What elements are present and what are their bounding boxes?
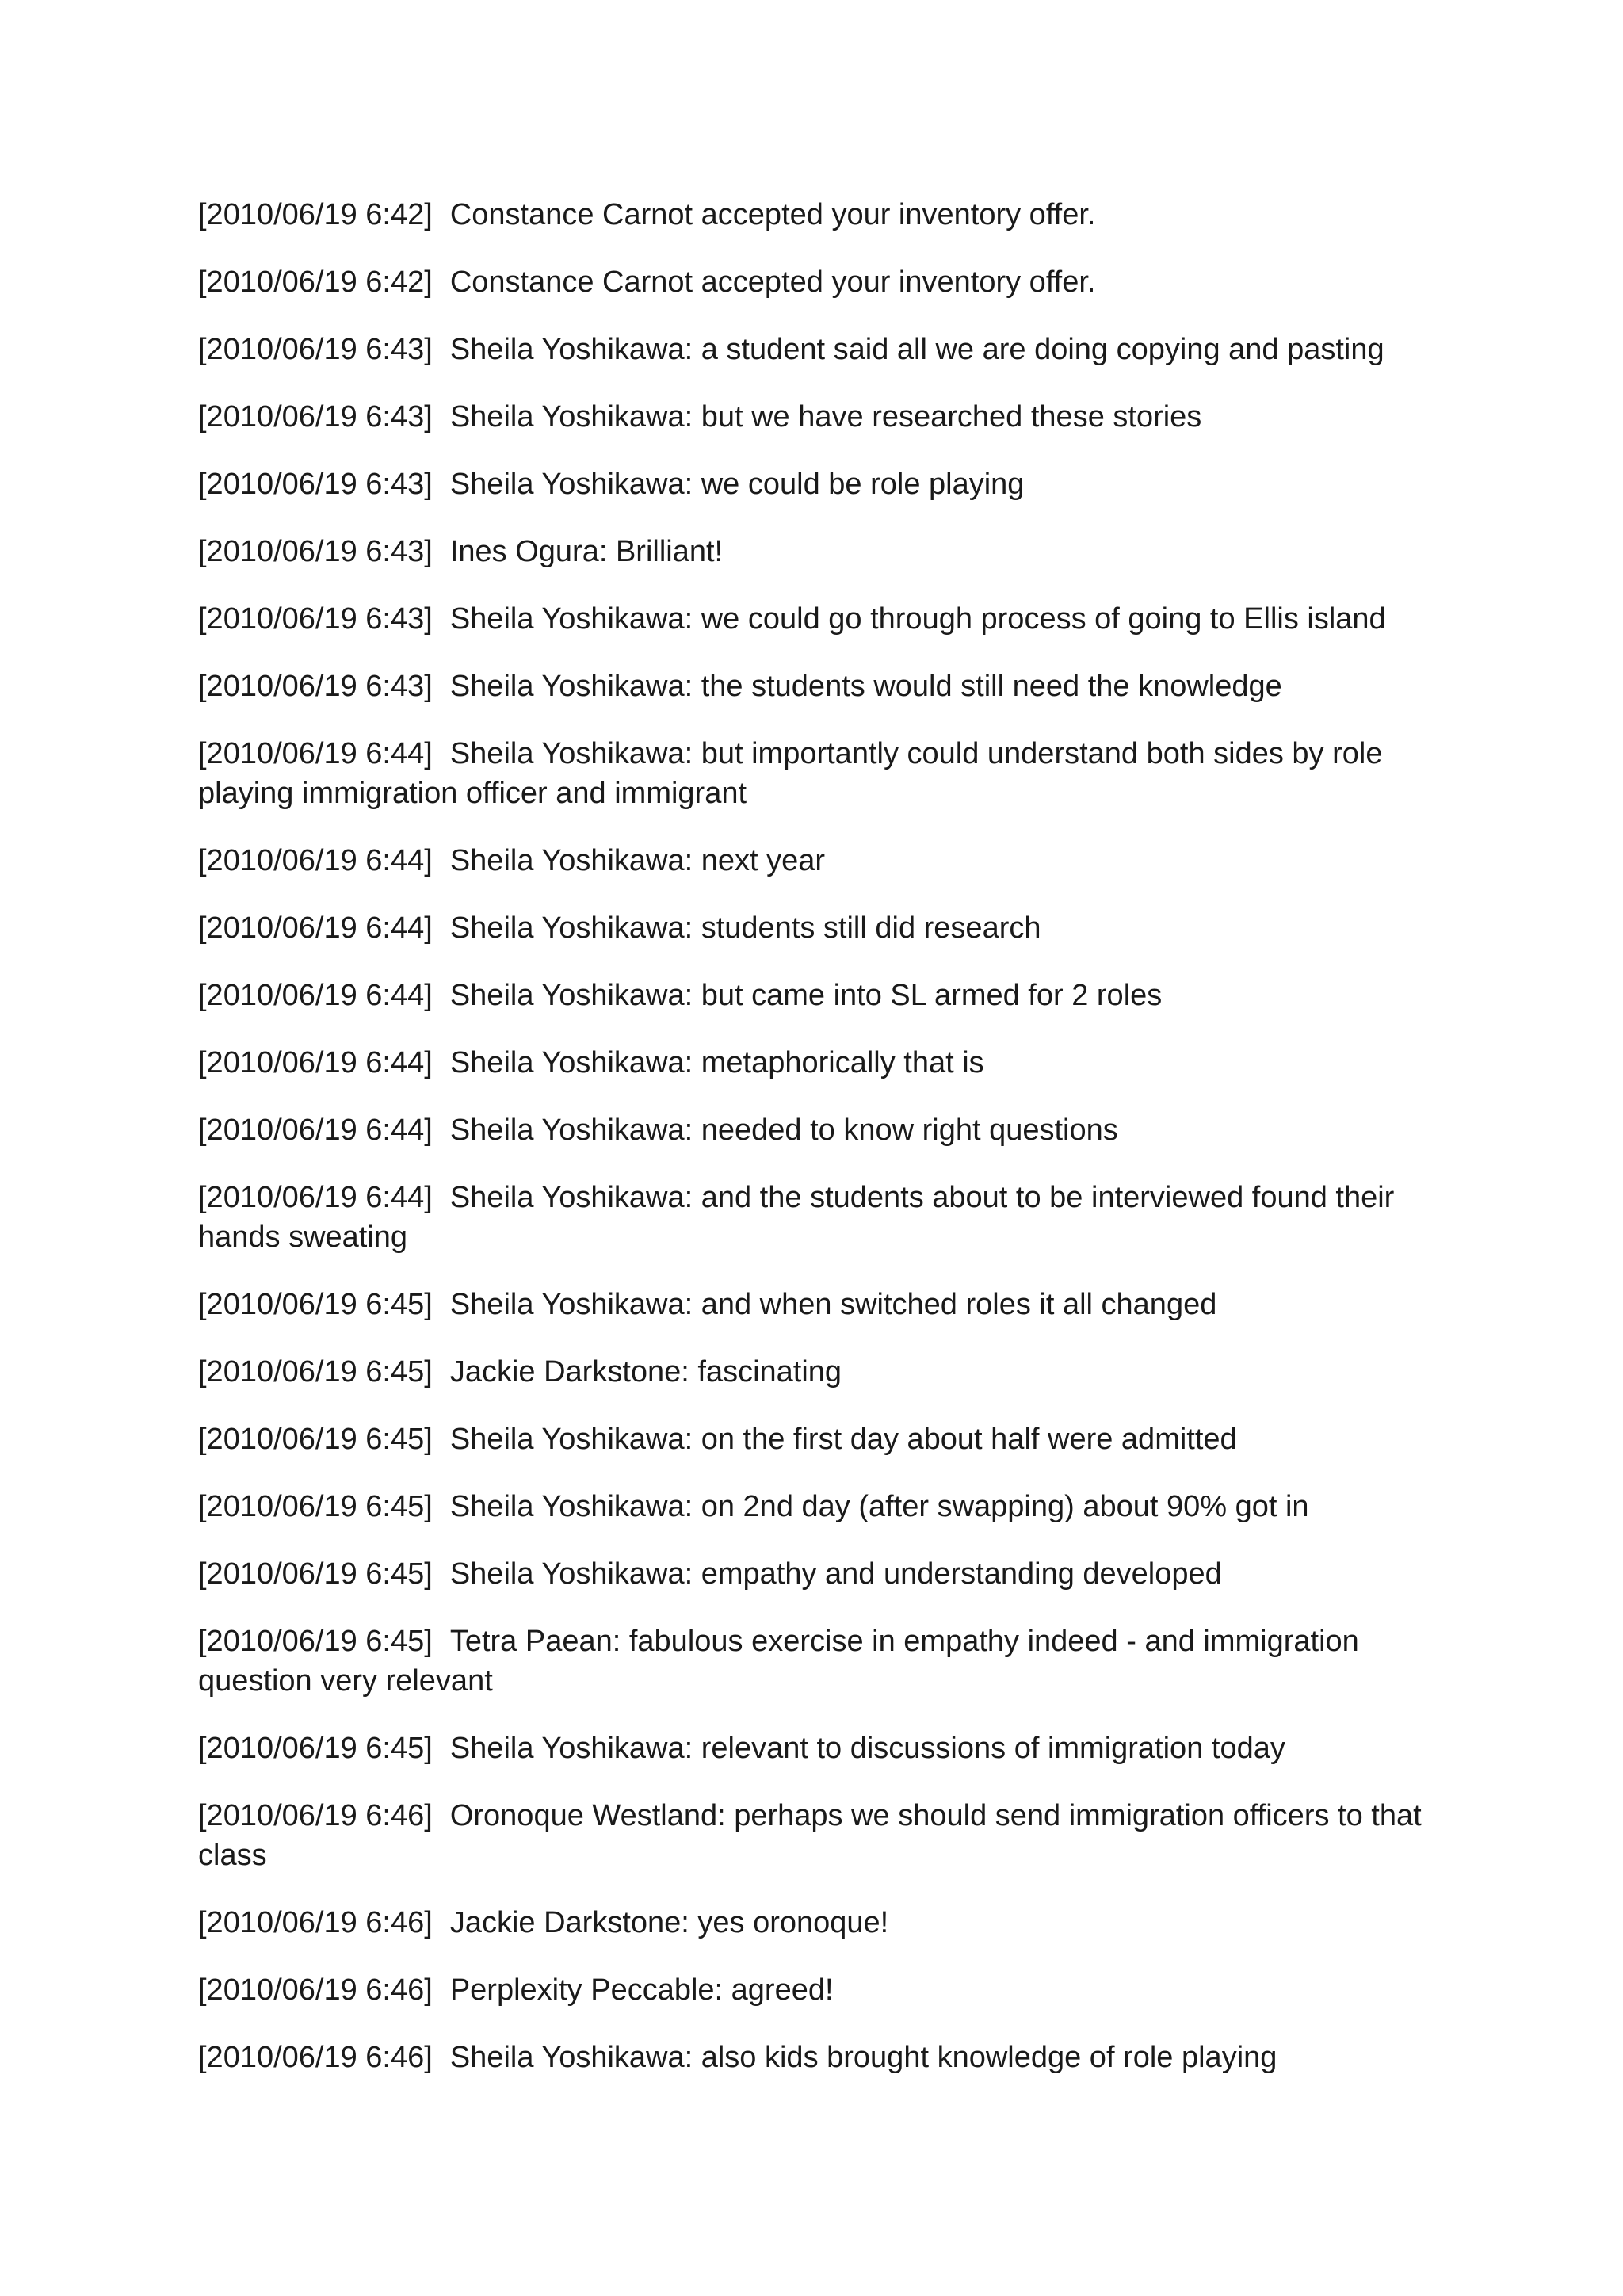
- message: Sheila Yoshikawa: relevant to discussions of immigration today: [449, 1732, 1285, 1765]
- log-entry: [198, 532, 1434, 571]
- message: Sheila Yoshikawa: metaphorically that is: [449, 1046, 984, 1079]
- timestamp: [2010/06/19 6:43]: [198, 670, 433, 703]
- timestamp: [2010/06/19 6:45]: [198, 1423, 433, 1456]
- message: Sheila Yoshikawa: we could go through process of going to Ellis island: [449, 602, 1386, 636]
- log-entry: [198, 1970, 1434, 2010]
- log-entry: [198, 330, 1434, 369]
- timestamp: [2010/06/19 6:44]: [198, 844, 433, 877]
- message: Sheila Yoshikawa: also kids brought knowledge of role playing: [449, 2041, 1277, 2074]
- timestamp: [2010/06/19 6:45]: [198, 1490, 433, 1523]
- message: Sheila Yoshikawa: but importantly could understand both sides by role playing immigration officer and immigrant: [198, 737, 1383, 810]
- timestamp: [2010/06/19 6:42]: [198, 198, 433, 231]
- message: Oronoque Westland: perhaps we should send immigration officers to that class: [198, 1799, 1422, 1872]
- message: Sheila Yoshikawa: and the students about to be interviewed found their hands sweating: [198, 1181, 1395, 1254]
- log-entry: [198, 1903, 1434, 1943]
- timestamp: [2010/06/19 6:46]: [198, 1906, 433, 1939]
- log-entry: [198, 1554, 1434, 1594]
- timestamp: [2010/06/19 6:45]: [198, 1288, 433, 1321]
- message: Sheila Yoshikawa: needed to know right questions: [449, 1114, 1118, 1147]
- timestamp: [2010/06/19 6:44]: [198, 911, 433, 945]
- timestamp: [2010/06/19 6:46]: [198, 1973, 433, 2007]
- message: Sheila Yoshikawa: next year: [449, 844, 826, 877]
- message: Constance Carnot accepted your inventory offer.: [449, 198, 1096, 231]
- timestamp: [2010/06/19 6:44]: [198, 737, 433, 770]
- message: Sheila Yoshikawa: but we have researched these stories: [449, 400, 1202, 434]
- timestamp: [2010/06/19 6:44]: [198, 979, 433, 1012]
- timestamp: [2010/06/19 6:42]: [198, 266, 433, 299]
- timestamp: [2010/06/19 6:43]: [198, 535, 433, 568]
- log-entry: [198, 908, 1434, 948]
- timestamp: [2010/06/19 6:46]: [198, 2041, 433, 2074]
- log-entry: [198, 464, 1434, 504]
- message: Jackie Darkstone: fascinating: [449, 1355, 842, 1389]
- timestamp: [2010/06/19 6:45]: [198, 1355, 433, 1389]
- timestamp: [2010/06/19 6:43]: [198, 602, 433, 636]
- log-entry: [198, 1110, 1434, 1150]
- log-entry: [198, 195, 1434, 235]
- timestamp: [2010/06/19 6:45]: [198, 1732, 433, 1765]
- log-entry: [198, 1622, 1434, 1701]
- message: Tetra Paean: fabulous exercise in empathy indeed - and immigration question very relevant: [198, 1625, 1359, 1698]
- message: Sheila Yoshikawa: empathy and understanding developed: [449, 1557, 1222, 1591]
- log-entry: [198, 1043, 1434, 1083]
- log-entry: [198, 841, 1434, 881]
- message: Sheila Yoshikawa: a student said all we are doing copying and pasting: [449, 333, 1384, 366]
- log-entry: [198, 2038, 1434, 2077]
- message: Perplexity Peccable: agreed!: [449, 1973, 834, 2007]
- timestamp: [2010/06/19 6:44]: [198, 1114, 433, 1147]
- log-entry: [198, 1352, 1434, 1392]
- log-entry: [198, 667, 1434, 706]
- message: Ines Ogura: Brilliant!: [449, 535, 724, 568]
- log-entry: [198, 1419, 1434, 1459]
- message: Jackie Darkstone: yes oronoque!: [449, 1906, 889, 1939]
- message: Sheila Yoshikawa: students still did research: [449, 911, 1041, 945]
- timestamp: [2010/06/19 6:43]: [198, 468, 433, 501]
- timestamp: [2010/06/19 6:46]: [198, 1799, 433, 1832]
- message: Sheila Yoshikawa: and when switched roles it all changed: [449, 1288, 1217, 1321]
- timestamp: [2010/06/19 6:44]: [198, 1046, 433, 1079]
- timestamp: [2010/06/19 6:45]: [198, 1557, 433, 1591]
- log-entry: [198, 734, 1434, 813]
- log-entry: [198, 1285, 1434, 1324]
- message: Sheila Yoshikawa: on 2nd day (after swapping) about 90% got in: [449, 1490, 1309, 1523]
- message: Sheila Yoshikawa: the students would still need the knowledge: [449, 670, 1282, 703]
- log-entry: [198, 1796, 1434, 1875]
- log-entry: [198, 1178, 1434, 1257]
- timestamp: [2010/06/19 6:43]: [198, 400, 433, 434]
- message: Sheila Yoshikawa: we could be role playing: [449, 468, 1025, 501]
- message: Sheila Yoshikawa: but came into SL armed for 2 roles: [449, 979, 1163, 1012]
- log-entry: [198, 976, 1434, 1015]
- timestamp: [2010/06/19 6:43]: [198, 333, 433, 366]
- log-entry: [198, 1487, 1434, 1526]
- timestamp: [2010/06/19 6:45]: [198, 1625, 433, 1658]
- message: Sheila Yoshikawa: on the first day about half were admitted: [449, 1423, 1237, 1456]
- log-entry: [198, 599, 1434, 639]
- chat-log: [198, 195, 1434, 2105]
- log-entry: [198, 397, 1434, 437]
- message: Constance Carnot accepted your inventory offer.: [449, 266, 1096, 299]
- log-entry: [198, 1729, 1434, 1768]
- timestamp: [2010/06/19 6:44]: [198, 1181, 433, 1214]
- log-entry: [198, 262, 1434, 302]
